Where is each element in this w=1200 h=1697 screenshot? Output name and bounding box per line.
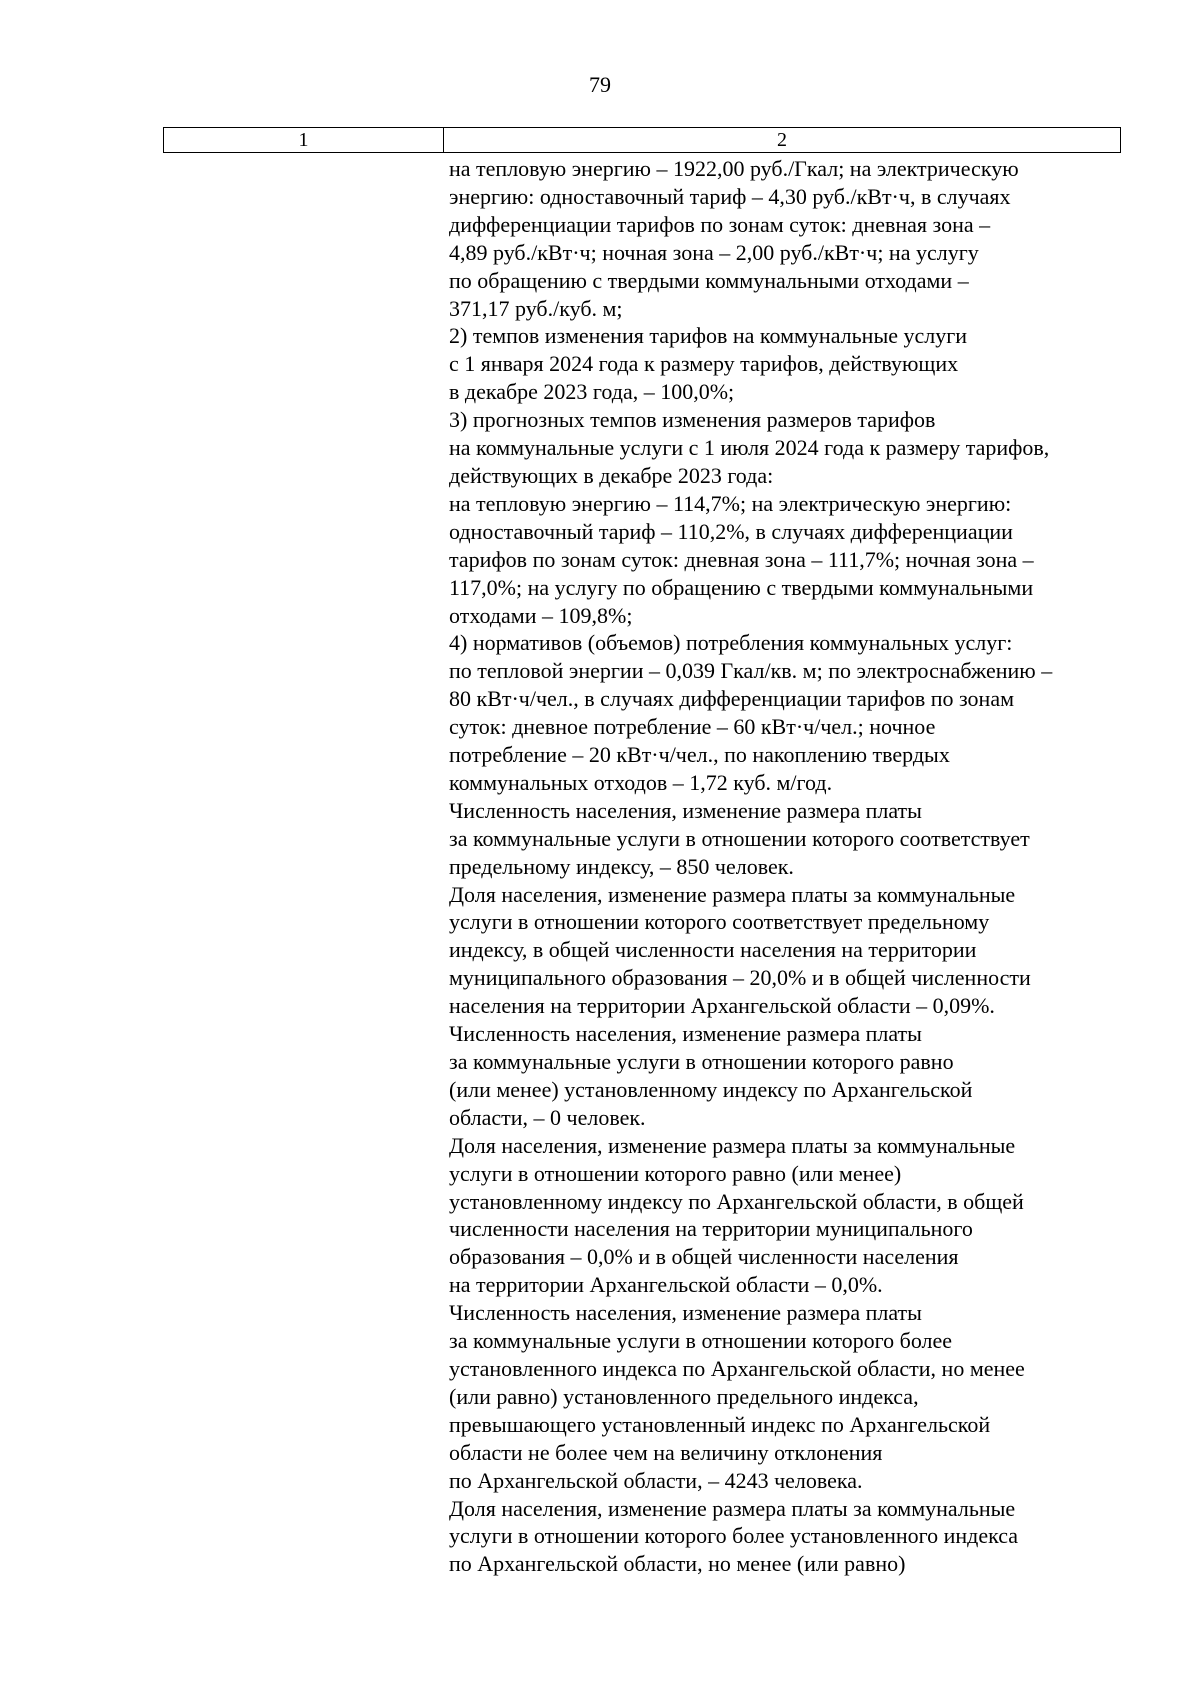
- text-line: 371,17 руб./куб. м;: [449, 295, 623, 321]
- text-line: услуги в отношении которого равно (или менее): [449, 1160, 902, 1186]
- text-line: за коммунальные услуги в отношении которого соответствует: [449, 825, 1030, 851]
- text-line: коммунальных отходов – 1,72 куб. м/год.: [449, 769, 833, 795]
- text-line: на тепловую энергию – 1922,00 руб./Гкал; на электрическую: [449, 156, 1019, 181]
- text-line: за коммунальные услуги в отношении которого равно: [449, 1049, 954, 1074]
- text-line: области, – 0 человек.: [449, 1104, 646, 1130]
- column-header-table: [163, 127, 1121, 153]
- text-line: установленного индекса по Архангельской области, но менее: [449, 1355, 1025, 1381]
- text-line: образования – 0,0% и в общей численности населения: [449, 1244, 959, 1270]
- text-line: действующих в декабре 2023 года:: [449, 462, 774, 488]
- text-line: по обращению с твердыми коммунальными отходами –: [449, 267, 969, 293]
- page-number: 79: [589, 72, 611, 97]
- text-line: превышающего установленный индекс по Архангельской: [449, 1411, 991, 1437]
- text-line: 3) прогнозных темпов изменения размеров тарифов: [449, 407, 936, 433]
- text-line: на территории Архангельской области – 0,0%.: [449, 1272, 883, 1298]
- text-line: муниципального образования – 20,0% и в общей численности: [449, 965, 1031, 991]
- text-line: одноставочный тариф – 110,2%, в случаях дифференциации: [449, 518, 1013, 544]
- text-line: потребление – 20 кВт·ч/чел., по накоплению твердых: [449, 742, 950, 768]
- column-header-row: [164, 128, 1121, 153]
- text-line: по Архангельской области, – 4243 человека.: [449, 1467, 863, 1493]
- text-line: отходами – 109,8%;: [449, 602, 633, 628]
- text-line: за коммунальные услуги в отношении которого более: [449, 1328, 953, 1354]
- text-line: услуги в отношении которого соответствует предельному: [449, 909, 990, 935]
- column-number-2: 2: [444, 128, 1121, 153]
- text-line: установленному индексу по Архангельской области, в общей: [449, 1188, 1024, 1214]
- text-line: тарифов по зонам суток: дневная зона – 111,7%; ночная зона –: [449, 546, 1034, 572]
- text-line: по тепловой энергии – 0,039 Гкал/кв. м; по электроснабжению –: [449, 658, 1053, 684]
- text-line: 117,0%; на услугу по обращению с твердыми коммунальными: [449, 574, 1034, 600]
- text-line: 4,89 руб./кВт·ч; ночная зона – 2,00 руб./кВт·ч; на услугу: [449, 239, 979, 265]
- text-line: предельному индексу, – 850 человек.: [449, 853, 794, 879]
- text-line: области не более чем на величину отклонения: [449, 1439, 883, 1465]
- text-line: 2) темпов изменения тарифов на коммунальные услуги: [449, 323, 968, 349]
- text-line: Доля населения, изменение размера платы за коммунальные: [449, 1495, 1016, 1521]
- text-line: Доля населения, изменение размера платы за коммунальные: [449, 881, 1016, 907]
- text-line: индексу, в общей численности населения на территории: [449, 937, 977, 963]
- text-line: (или равно) установленного предельного индекса,: [449, 1383, 919, 1409]
- text-line: Численность населения, изменение размера платы: [449, 797, 922, 823]
- text-line: Численность населения, изменение размера платы: [449, 1021, 922, 1047]
- text-line: с 1 января 2024 года к размеру тарифов, действующих: [449, 351, 959, 377]
- text-line: энергию: одноставочный тариф – 4,30 руб./кВт·ч, в случаях: [449, 183, 1011, 209]
- text-line: на тепловую энергию – 114,7%; на электрическую энергию:: [449, 490, 1012, 516]
- text-line: по Архангельской области, но менее (или равно): [449, 1551, 906, 1577]
- text-line: в декабре 2023 года, – 100,0%;: [449, 379, 735, 405]
- text-line: населения на территории Архангельской области – 0,09%.: [449, 993, 995, 1019]
- text-line: Доля населения, изменение размера платы за коммунальные: [449, 1132, 1016, 1158]
- column-2-text: [449, 155, 1129, 1578]
- text-line: Численность населения, изменение размера платы: [449, 1300, 922, 1326]
- text-line: дифференциации тарифов по зонам суток: дневная зона –: [449, 211, 991, 237]
- text-line: услуги в отношении которого более установленного индекса: [449, 1523, 1019, 1549]
- text-line: суток: дневное потребление – 60 кВт·ч/чел.; ночное: [449, 714, 936, 740]
- text-line: (или менее) установленному индексу по Архангельской: [449, 1076, 973, 1102]
- text-line: 80 кВт·ч/чел., в случаях дифференциации тарифов по зонам: [449, 686, 1015, 712]
- text-line: 4) нормативов (объемов) потребления коммунальных услуг:: [449, 630, 1013, 656]
- column-number-1: 1: [164, 128, 444, 153]
- text-line: на коммунальные услуги с 1 июля 2024 года к размеру тарифов,: [449, 435, 1050, 461]
- text-line: численности населения на территории муниципального: [449, 1216, 973, 1242]
